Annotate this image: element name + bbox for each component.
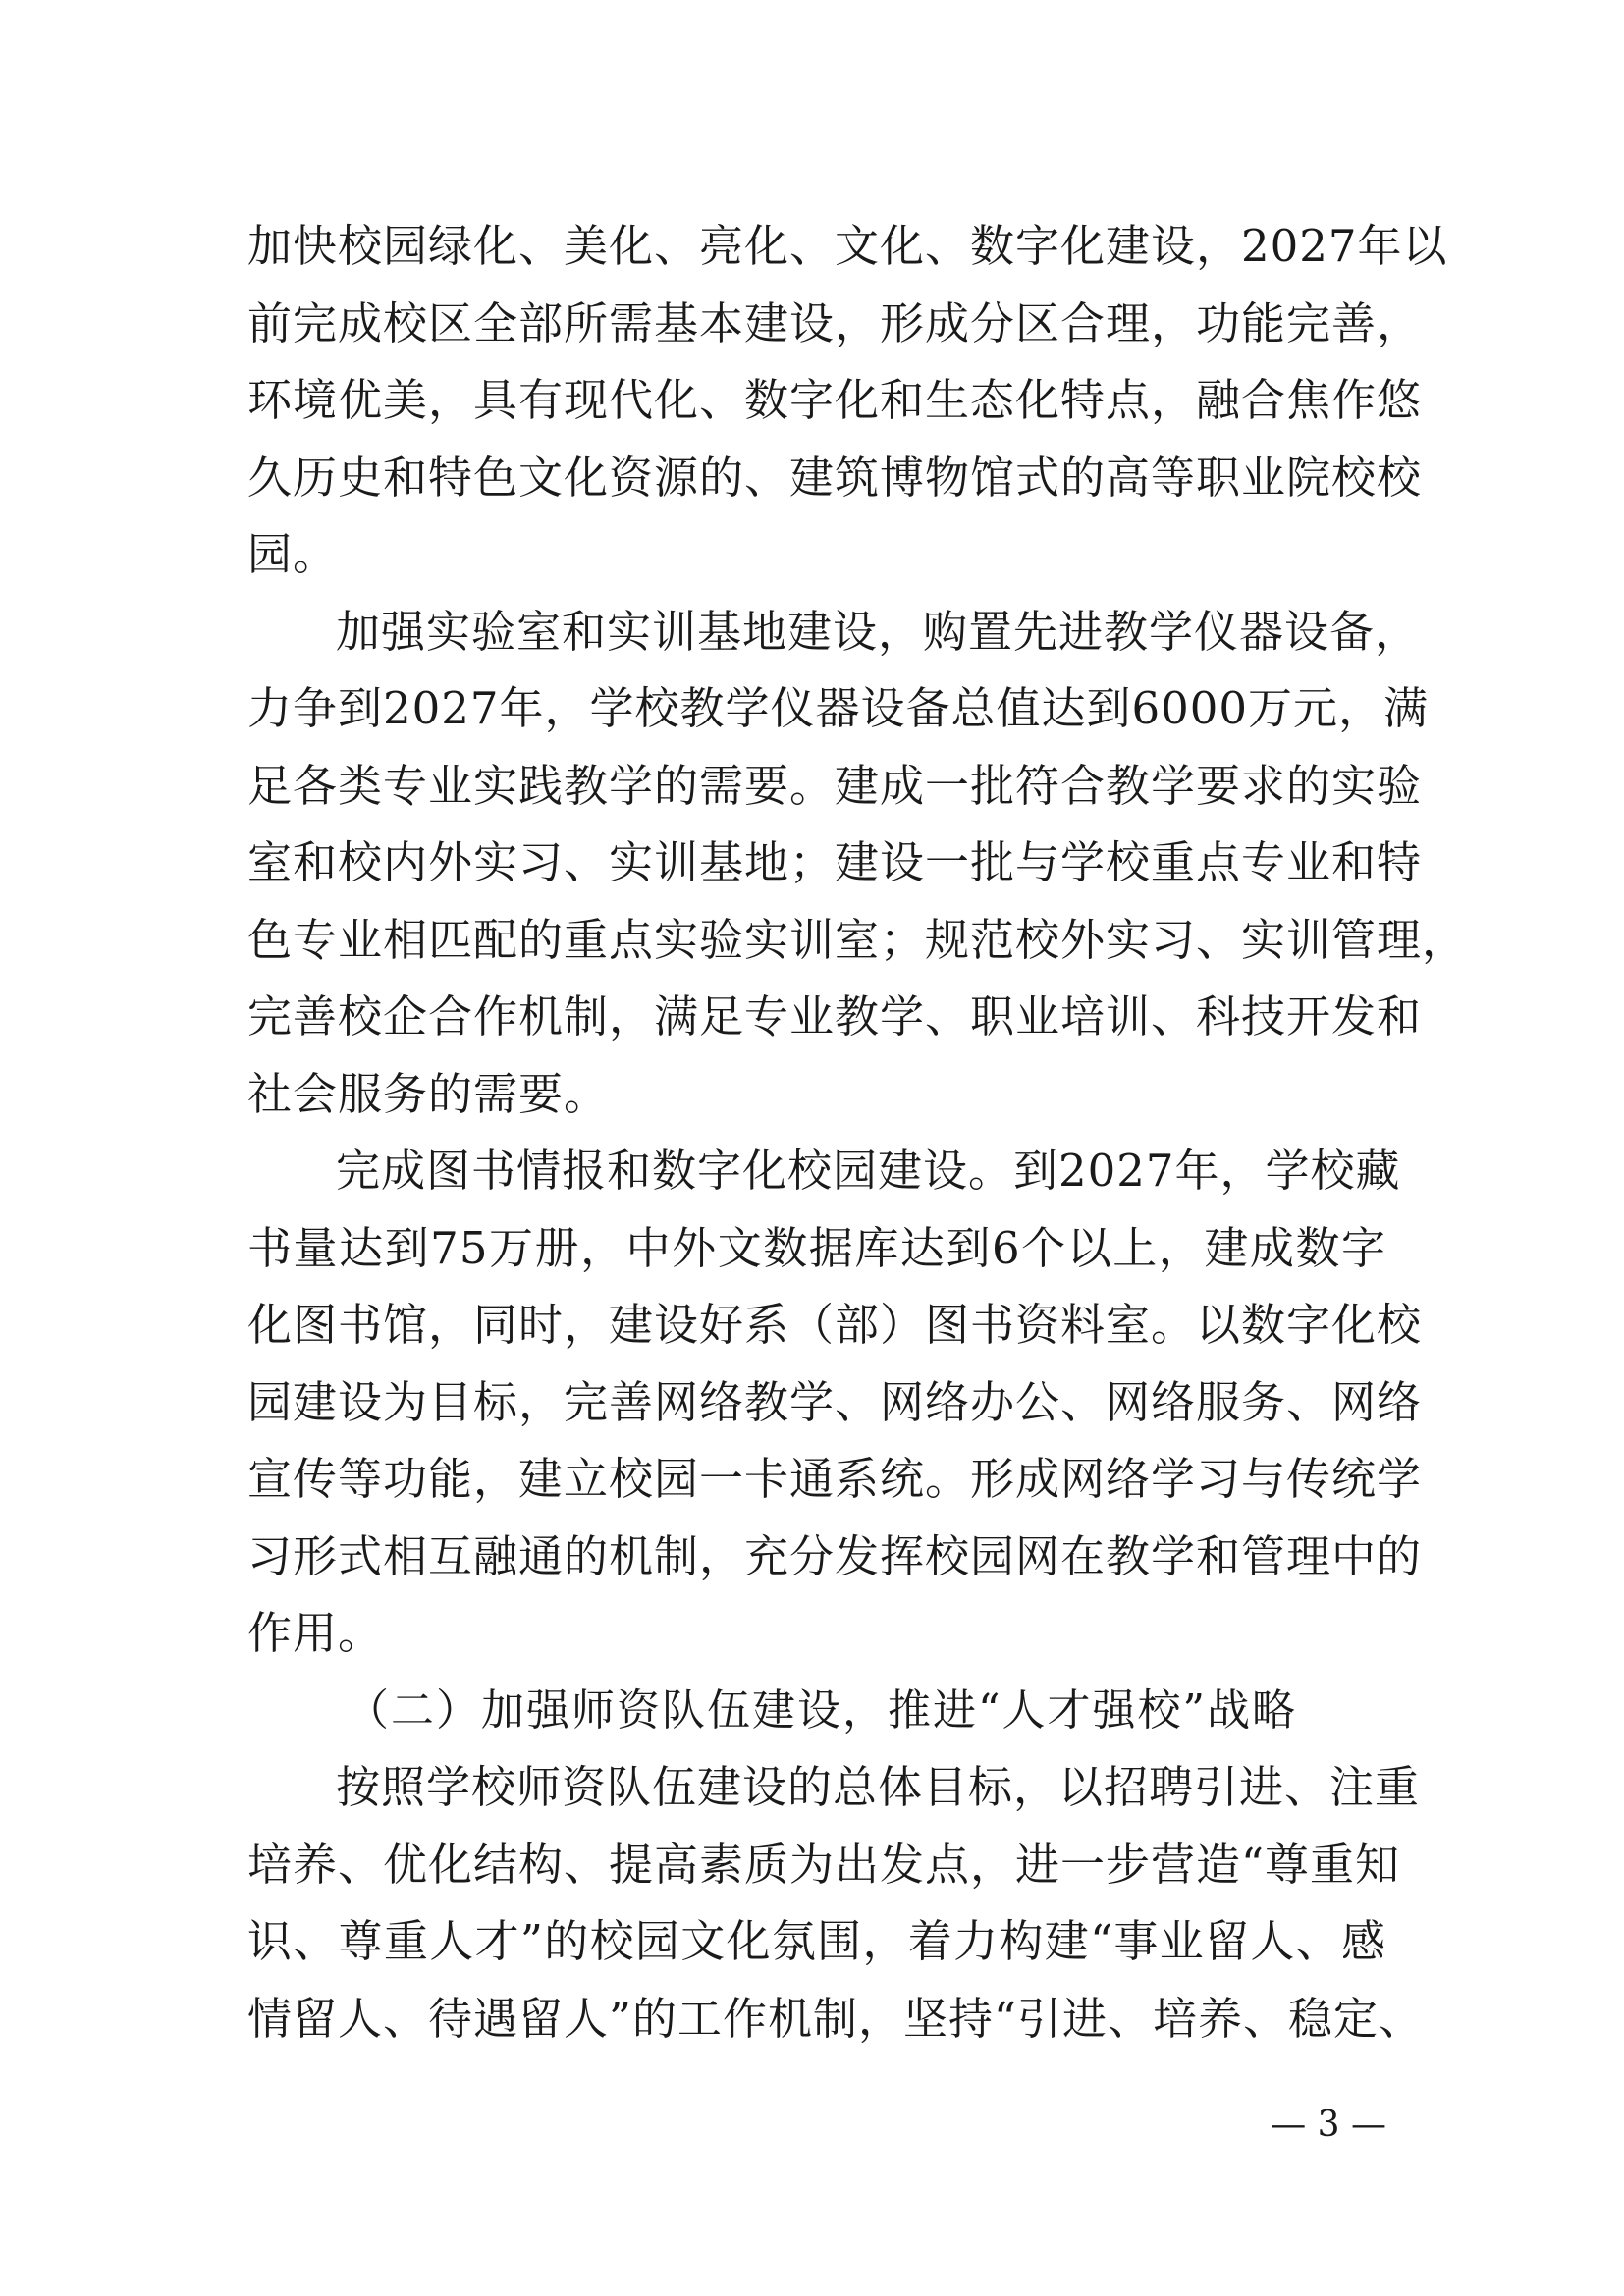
text-line: 作用。 [247, 1607, 384, 1659]
text-line: 加强实验室和实训基地建设，购置先进教学仪器设备， [336, 605, 1421, 658]
paragraph-faculty-construction [247, 1749, 1425, 2057]
text-line: 加快校园绿化、美化、亮化、文化、数字化建设，2027年以 [247, 220, 1448, 272]
text-line: 完成图书情报和数字化校园建设。到2027年，学校藏 [336, 1145, 1401, 1197]
paragraph-laboratory-construction [247, 594, 1468, 1134]
text-line: 久历史和特色文化资源的、建筑博物馆式的高等职业院校校 [247, 451, 1423, 504]
text-line: 足各类专业实践教学的需要。建成一批符合教学要求的实验 [247, 759, 1423, 812]
text-line: 社会服务的需要。 [247, 1067, 610, 1120]
section-heading: （二）加强师资队伍建设，推进“人才强校”战略 [346, 1684, 1297, 1735]
text-line: 环境优美，具有现代化、数字化和生态化特点，融合焦作悠 [247, 374, 1423, 426]
text-line: 力争到2027年，学校教学仪器设备总值达到6000万元，满 [247, 682, 1430, 734]
text-line: 前完成校区全部所需基本建设，形成分区合理，功能完善， [247, 296, 1423, 349]
text-line: 习形式相互融通的机制，充分发挥校园网在教学和管理中的 [247, 1529, 1423, 1582]
text-line: 园建设为目标，完善网络教学、网络办公、网络服务、网络 [247, 1375, 1423, 1428]
text-line: 情留人、待遇留人”的工作机制，坚持“引进、培养、稳定、 [247, 1992, 1425, 2045]
paragraph-library-digital-campus [247, 1133, 1423, 1673]
text-line: 识、尊重人才”的校园文化氛围，着力构建“事业留人、感 [247, 1915, 1386, 1967]
text-line: 完善校企合作机制，满足专业教学、职业培训、科技开发和 [247, 990, 1423, 1042]
text-line: 培养、优化结构、提高素质为出发点，进一步营造“尊重知 [247, 1838, 1401, 1891]
page-number: — 3 — [1271, 2105, 1386, 2145]
text-line: 书量达到75万册，中外文数据库达到6个以上，建成数字 [247, 1221, 1386, 1274]
text-line: 室和校内外实习、实训基地；建设一批与学校重点专业和特 [247, 836, 1423, 888]
paragraph-campus-construction [247, 208, 1448, 594]
text-line: 化图书馆，同时，建设好系（部）图书资料室。以数字化校 [247, 1299, 1423, 1351]
text-line: 色专业相匹配的重点实验实训室；规范校外实习、实训管理， [247, 913, 1468, 966]
text-line: 按照学校师资队伍建设的总体目标，以招聘引进、注重 [336, 1761, 1421, 1813]
text-line: 园。 [247, 528, 339, 580]
text-line: 宣传等功能，建立校园一卡通系统。形成网络学习与传统学 [247, 1453, 1423, 1505]
document-page [247, 208, 1468, 2057]
